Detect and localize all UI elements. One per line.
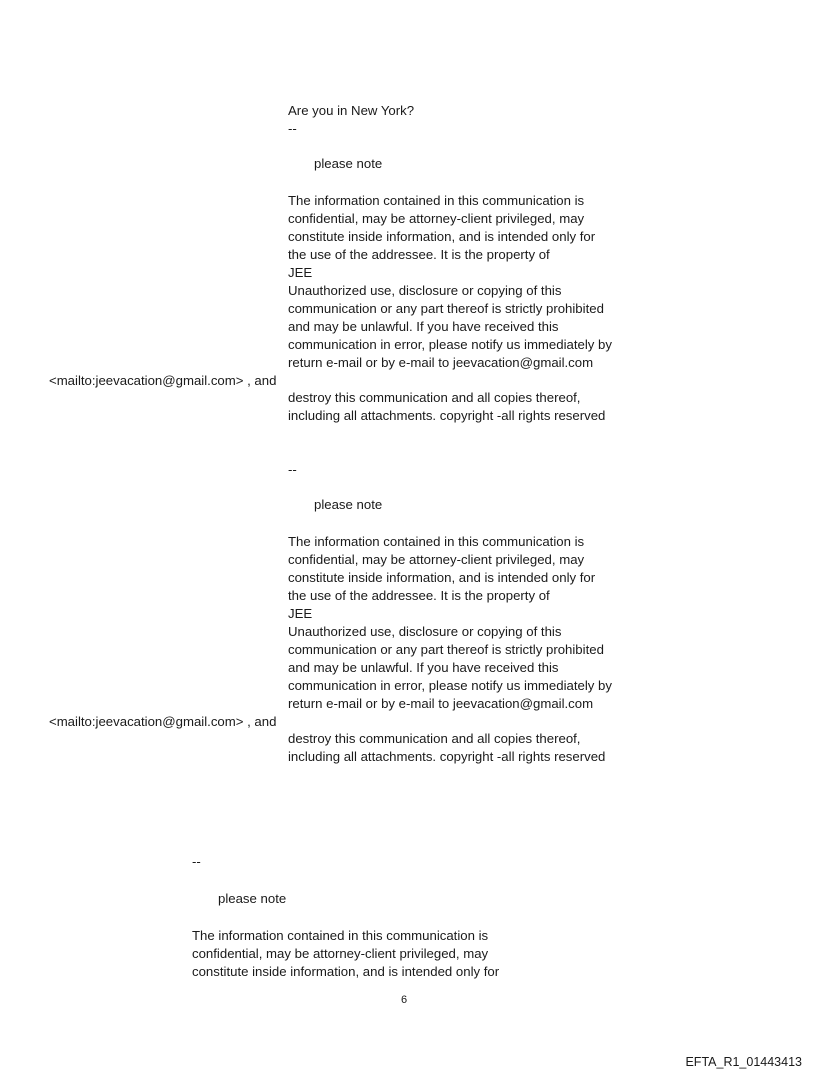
question-text: Are you in New York? (288, 103, 415, 118)
note-heading: please note (314, 497, 383, 512)
closing-block (288, 389, 605, 425)
disclaimer-line: JEE (288, 265, 313, 280)
disclaimer-line: return e-mail or by e-mail to jeevacation@gmail.com (288, 355, 594, 370)
disclaimer-line: confidential, may be attorney-client privileged, may (288, 211, 585, 226)
closing-block (288, 730, 605, 766)
disclaimer-line: confidential, may be attorney-client privileged, may (288, 552, 585, 567)
disclaimer-line: communication or any part thereof is strictly prohibited (288, 642, 604, 657)
disclaimer-line: and may be unlawful. If you have received this (288, 660, 559, 675)
disclaimer-line: JEE (288, 606, 313, 621)
document-id: EFTA_R1_01443413 (685, 1055, 802, 1069)
closing-line: destroy this communication and all copies thereof, (288, 390, 581, 405)
note-heading: please note (314, 156, 383, 171)
disclaimer-block (288, 192, 612, 372)
disclaimer-line: the use of the addressee. It is the property of (288, 247, 550, 262)
note-heading: please note (218, 891, 287, 906)
mailto-link[interactable]: <mailto:jeevacation@gmail.com> , and (49, 373, 277, 388)
disclaimer-line: constitute inside information, and is intended only for (192, 964, 500, 979)
disclaimer-line: constitute inside information, and is intended only for (288, 229, 596, 244)
separator: -- (288, 121, 297, 136)
disclaimer-line: communication in error, please notify us immediately by (288, 678, 612, 693)
disclaimer-line: Unauthorized use, disclosure or copying of this (288, 624, 562, 639)
disclaimer-line: Unauthorized use, disclosure or copying of this (288, 283, 562, 298)
disclaimer-line: The information contained in this communication is (192, 928, 489, 943)
disclaimer-line: The information contained in this communication is (288, 193, 585, 208)
disclaimer-line: confidential, may be attorney-client privileged, may (192, 946, 489, 961)
separator: -- (192, 854, 201, 869)
closing-line: including all attachments. copyright -all rights reserved (288, 749, 606, 764)
disclaimer-line: constitute inside information, and is intended only for (288, 570, 596, 585)
closing-line: including all attachments. copyright -all rights reserved (288, 408, 606, 423)
disclaimer-line: return e-mail or by e-mail to jeevacation@gmail.com (288, 696, 594, 711)
disclaimer-line: the use of the addressee. It is the property of (288, 588, 550, 603)
page-number: 6 (401, 994, 408, 1006)
mailto-link[interactable]: <mailto:jeevacation@gmail.com> , and (49, 714, 277, 729)
disclaimer-line: communication or any part thereof is strictly prohibited (288, 301, 604, 316)
partial-disclaimer-block (192, 927, 499, 981)
closing-line: destroy this communication and all copies thereof, (288, 731, 581, 746)
disclaimer-line: communication in error, please notify us immediately by (288, 337, 612, 352)
disclaimer-line: and may be unlawful. If you have received this (288, 319, 559, 334)
disclaimer-block (288, 533, 612, 713)
disclaimer-line: The information contained in this communication is (288, 534, 585, 549)
separator: -- (288, 462, 297, 477)
